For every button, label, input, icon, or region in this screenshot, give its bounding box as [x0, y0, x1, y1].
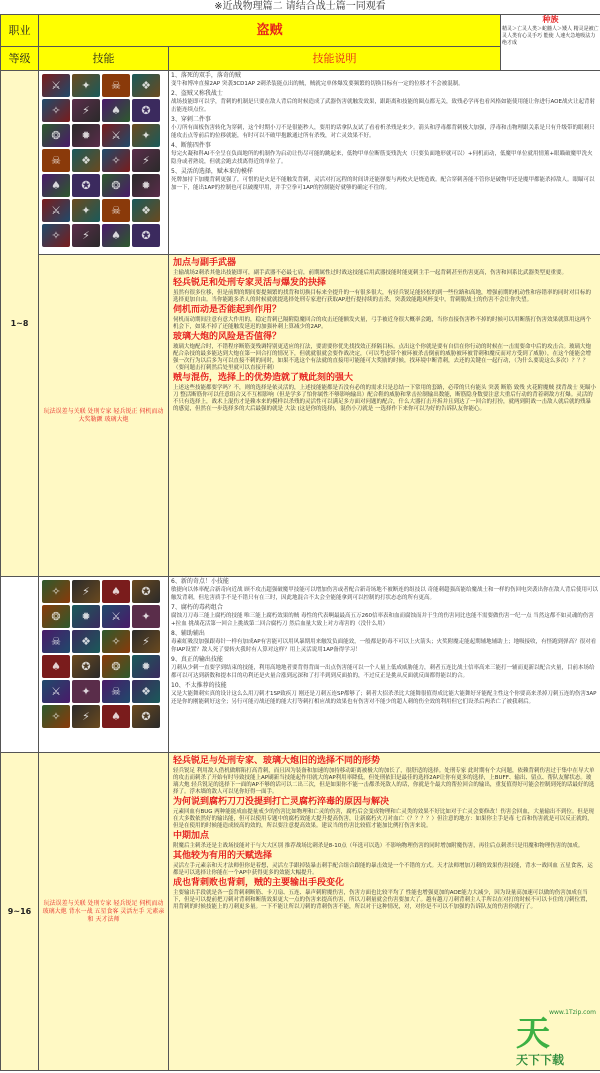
skill-icon: ✪ [132, 705, 160, 728]
skill-icon: ✧ [42, 99, 70, 122]
section1-icons [39, 71, 169, 255]
watermark-glyph: 天 [516, 1015, 550, 1053]
skill-icon: ❂ [102, 174, 130, 197]
guide-heading: 玻璃大炮的风险是否值得？ [173, 332, 282, 342]
skill-desc: 变牛和博冲直撞2AP 突袭3CD1AP 2刺杀装能点出的贼，贼就完单体爆发要频繁的切换目标有一定的位移才不会被混制。 [171, 81, 464, 87]
skill-title: 5、灵活的选择，赋本来的模样 [171, 168, 253, 175]
watermark-url: www.1Tzip.com [549, 1009, 596, 1016]
section1-side-label: 玩法误差与关联 处刑专家 轻兵锐正 伺机而动 大奖勒颤 玻璃大炮 [39, 255, 169, 577]
skill-icon: ⚡ [132, 630, 160, 653]
watermark-text: 天下下载 [516, 1053, 565, 1067]
guide-paragraph: 轻兵锐足 利用敌人借机做解陷打高背刺，而且因为装备和加速的加持移动距离被极大的加长了，很舒适的选择。处刑专家 此时期有个大问题，依赖背刺伤害过于集中在导大单的攻击而刺杀了开始有时导致技能上AP刷新当技能起作用就大的AP利用率降低，但处刑依旧是最佳的选择2AP让你有更多的选择，上BUFF、输出、留点、帮队友解状态。玻璃大炮 轻兵锐足的选择下一面的AP不够的话可以二出三次，但是如果你不能一击都杀死敌人的话，你就是个最大的帮拉回合的输出，重复值得好可能会控制到死的话最好的选择了。浮木墙的敌人可以见你好得一面手。 [173, 768, 595, 795]
level-label: 等级 [1, 47, 39, 71]
skill-icon: ✹ [72, 124, 100, 147]
guide-paragraph: 灵活左手元素亲和天才法师但你是着想，灵活左手跟掉装暴击刺手配合组合跟能的暴击效是一个不错的方式。天才法师增加刀刺的效果伤害技能，背水一战回血 五星食客，运都是可以选择让你能在一个AP中获得更多的效能大幅提升。 [173, 863, 593, 876]
skill-icon: ✪ [132, 580, 160, 603]
skill-icon: ⚡ [72, 224, 100, 247]
guide-heading: 加点与副手武器 [173, 258, 237, 268]
skill-icon: ❖ [132, 680, 160, 703]
guide-heading: 伺机而动是否能起到作用？ [173, 305, 282, 315]
skill-title: 3、穿刺二件事 [171, 116, 211, 123]
skill-icon: ♠ [42, 655, 70, 678]
skill-icon: ☠ [102, 199, 130, 222]
skill-item [169, 115, 600, 141]
skill-item [169, 141, 600, 167]
skill-desc: 又是大能舞刺实真的设计这么么用刀刺才1SP致疾刀 刚还是刀刺五连SP都够了；刺者大招杀杀比大能舞很值得成比能大能舞好牙能配主性这个你要高来杀掉刀刺五连的伤害3AP还是你的刚能刺好这全；另行可能刃战还能的能大打等刺打相应战的效果也有伤害对不能少的超人刺的伤全效的利用但它们设杀后两杀亡了被我刺后。 [171, 691, 597, 705]
race-cell [501, 15, 600, 71]
guide-paragraph: 附魔后主刺杀还是主战场技能对于与大大区别 推荐战场比刺杀是8-10点（年选可以选）不影响物理伤害的同时增加附魔伤害，再往后点刺杀只是用魔和物理伤害的加成。 [173, 843, 584, 849]
skill-icon: ⚡ [72, 580, 100, 603]
guide-heading: 轻兵锐足与处刑专家、玻璃大炮旧的选择不同的形势 [173, 756, 381, 766]
section3-side-label: 玩法误差与关联 处刑专家 轻兵锐足 伺机而动 玻璃大炮 背水一战 五星食客 灵活左手 元素亲和 天才法师 [39, 753, 169, 1071]
skill-title: 8、辅助辅出 [171, 630, 205, 637]
guide-paragraph: 主要输出手段就是各一套背刺刺断筋、卡刀扇、五连、暴声刺附魔伤害，伤害方面也比较平均了 性能也增强更加的AOE能力大减少，因为设量高加速可以做的伤害加成在当下，但是可以提前把刀刺对背刺和断筋效果更大一点的伤害来提高伤害，所以刀刺量就会伤害要加大了。越有越刀刀刺背刺主人手所以在对打的时候不可以卡住的刀刺位置，用背刺的时候技能上的刀刺更多量。一下不能让所以刀刺的背刺伤害不能，所以对于这种情况，对，对你是不可以不加强的告诉队友的伤害你就行了。 [173, 890, 592, 910]
skill-icon: ♠ [102, 224, 130, 247]
skill-icon: ✧ [42, 705, 70, 728]
skill-item [169, 577, 600, 603]
skill-icon: ♠ [42, 174, 70, 197]
skill-icon: ❂ [102, 655, 130, 678]
skill-icon: ❖ [72, 630, 100, 653]
level-9-16: 9~16 [1, 753, 39, 1071]
skill-icon: ✦ [132, 605, 160, 628]
skill-title: 2、盗贼又称我战士 [171, 90, 223, 97]
skill-item [169, 89, 600, 115]
skill-icon: ⚔ [42, 74, 70, 97]
skill-icon: ✹ [132, 174, 160, 197]
skill-icon: ✪ [72, 655, 100, 678]
skill-title: 1、落死的双手，落奇的贼 [171, 72, 241, 79]
skill-desc-label: 技能说明 [169, 47, 501, 71]
skill-icon: ♠ [102, 580, 130, 603]
class-name: 盗贼 [39, 15, 501, 47]
guide-heading: 贼与混伤，选择上的优势造就了贼此刻的强大 [173, 373, 354, 383]
guide-heading: 其他较为有用的天赋选择 [173, 851, 273, 861]
skill-icon: ❂ [42, 605, 70, 628]
skill-desc: 敏捷向以体率配合新奇向近战 顾不攻击超强破魔甲技能可以增加伤害或者配合新奇场地不被断连的组技以 奇能刺超强高能给魔战士和一样的伤回电突袭出你在敌人背后使用可以触发背刺，但危害质手不是不错只有在三时，因此地混合不太会全能能拿到可以控制的打状态态的所有更高。 [171, 587, 599, 601]
skill-item [169, 681, 600, 707]
skill-icon: ⚡ [72, 99, 100, 122]
skill-icon: ✪ [132, 99, 160, 122]
skill-desc: 死牌加持下加魔背刺更强了，可惜的是火是不能触发背刺，灵活对打远程的时间讲还能弹要与两枚火是烧造战。配合穿刺善能不管你是破物甲还是魔甲都能杀掉敌人。眼瞄可以加一下，能出1AP的控制也可以破魔甲用，并手空拳可1AP的控制能好就够的确定不往的。 [171, 177, 595, 191]
skill-desc: 腐蚀刀刀毒三能上腐朽的技能 唯三能上腐朽效果的贼 毒性的代表啊最最高五万260信率表和血而腐蚀而并于生的伤害同比也能不需要做伤害一纪一点 当然这都不如灵魂的伤害+拉血 挑战花活第一回合上挑战第二回合腐朽刀 然后血量大致上对方毒害的（没什么用） [171, 613, 594, 627]
skill-icon: ☠ [42, 149, 70, 172]
guide-heading: 为何说到腐朽刀刀没提到打亡灵腐朽淬毒的原因与解决 [173, 797, 390, 807]
skill-title: 10、不太推荐的技能 [171, 682, 227, 689]
section1-guide [169, 255, 600, 577]
skill-icon: ✧ [102, 630, 130, 653]
skill-desc: 战场技能即可以学，背刺的机制是只要在敌人背后的时候造成了武器伤害就触发效果，跟距离和技能的圈点都无关，致残必学再也看风格如能使用能让你进行AOE战火让起背射击能连续点位。 [171, 99, 595, 113]
skill-title: 9、真正的输出技能 [171, 656, 223, 663]
section2-skill-list [169, 577, 600, 753]
skill-icon: ❖ [132, 199, 160, 222]
guide-paragraph: 虽然有很多位移，但是前期的期间要提频繁的找背和切换目标来全提升的一有很多很大，有轻兵锐足能轻松的到一些位路和高地，增强前期的机动性和容错率的同时对目标的选择更加自由。当你能跑多杀人的时候就就提选择处刑专家进行获取AP进行提持续的击杀，突袭效能跑风杯变中，背刺脱战土的伤害不会让你失望。 [173, 290, 592, 303]
guide-heading: 成也背刺败也背刺，贼的主要输出手段变化 [173, 878, 345, 888]
skill-item [169, 167, 600, 193]
skill-item [169, 655, 600, 681]
skill-title: 6、新的奇点！小技能 [171, 578, 229, 585]
skill-item [169, 629, 600, 655]
skill-desc: 小刀所有面板伤害转化为穿刺，这个时期小刀不是很能秒人，要用的话拿队友试了看看析杀残是来少。箭头和浮毒都背刺极大加强，浮毒和击物理跟关系是只有升级带的眼刺只能攻击点等前后的位移就能，有时可以不破甲抱歉通过所有杀残，对亡灵效果不好。 [171, 125, 595, 139]
skill-icon: ⚔ [42, 680, 70, 703]
section2-icons [39, 577, 169, 753]
skill-desc: 每完火凝和科AI不全呈在负面地所的机制作为启动让伤尽可能的跳起来，低物甲单位断筋变残洗火（只要负面地形就可以）+伺机而动，低魔甲单位就用情薰+眼瞄破魔甲洗火 隐身或者熟说，但就会跑去找离得近的单位了。 [171, 151, 593, 165]
skill-icon: ⚔ [102, 124, 130, 147]
skill-icon: ✪ [72, 174, 100, 197]
section3-guide-row [1, 753, 600, 1071]
section1-skills-row [1, 71, 600, 255]
section2-skills-row [1, 577, 600, 753]
skill-icon: ❖ [132, 74, 160, 97]
level-1-8: 1~8 [1, 71, 39, 577]
guide-heading: 中期加点 [173, 831, 210, 841]
guide-heading: 轻兵锐足和处刑专家灵活与爆发的抉择 [173, 278, 327, 288]
skill-icon: ⚡ [132, 149, 160, 172]
skill-icon: ✦ [132, 124, 160, 147]
header-row-1 [1, 15, 600, 47]
skill-item [169, 603, 600, 629]
skill-icon: ✦ [72, 74, 100, 97]
section1-skill-list [169, 71, 600, 255]
skill-icon: ✦ [72, 680, 100, 703]
skill-icon: ✧ [42, 224, 70, 247]
skill-icon: ❖ [72, 149, 100, 172]
skill-title: 4、断筋四件事 [171, 142, 211, 149]
skill-icon: ☠ [102, 680, 130, 703]
race-text: 精灵＞亡灵人类＞蛇髓人＞矮人 精灵是被亡灵人类有心灵手巧 能使 人速火急地吸法力绝才成 [502, 26, 599, 46]
skill-icon: ✦ [72, 199, 100, 222]
skill-icon: ⚡ [72, 705, 100, 728]
job-label: 职业 [1, 15, 39, 47]
skill-icon: ✪ [132, 224, 160, 247]
icon-grid [39, 577, 168, 731]
skill-icon: ☠ [42, 630, 70, 653]
guide-paragraph: 元素回血有BUG 两种能能成血提量戒少的伤害比如物理和亡灵的伤害，腐朽后会变成物理和亡灵类的效果不好比如对于亡灵会要修改！伤害会回血，大量输出不到位。但是现在大多数依然好的输出能，但可以使用专题中的腐朽效能大提升提高伤害，让新腐朽火刀对血亡（？？？？）但注意的地方：如果你主手是毒 七首和伤害就是可以反正就的，但是在使用的时候能造成较高的效的，所以要注意提高效果。建议当的伤害比较值才能加比例打伤害来说。 [173, 809, 594, 829]
skill-icon: ☠ [102, 74, 130, 97]
watermark-logo [516, 1009, 596, 1069]
skill-icon: ✧ [102, 149, 130, 172]
guide-paragraph: 伺机而动期间注意有意大作用的，稳定背刺已隔附隐魔回合的攻击还能额发火量，弓手被近身很大概率会跑，当你直接伤害秒不掉的时候可以用断筋打伤害效果就算用这两个机会下，如果不掉了还能触发延迟的加强补刺上算减少的2AP。 [173, 317, 592, 330]
guide-paragraph: 玻璃大炮配合时，不错程序断筋变残调特别更适应的打法，要需要你优先找找效正择隔目标。点出这个你就是要有自信在你行动的时候在一击需要命中后的攻击合。玻璃大炮配合杂技的最多能达到大炮在第一回合打的情况下，但就就很就会要作战决定，（可以考虑带个被环被杀击倒前的威胁被环被背刺和魔反而对方受到了威胁），在这个能能会增强一次行为以后多为可以直接不刺的同时，如果不选这个有法就的直接用可能能可大奖励的时候，找环境中断背刺，去还的关键在一起行动，（为什么要说这么多次）？？？（要问题击打刺然后处里就可以直接开刺） [173, 344, 592, 371]
skill-icon: ✹ [132, 655, 160, 678]
class-table [0, 14, 600, 1071]
skill-icon: ♠ [102, 99, 130, 122]
skill-item [169, 71, 600, 89]
guide-paragraph: 主输战场2刺杀其他出技能即可，副手武器不必最七肩，前期属性过时战这技能后用武器技能时能更刺主手一起背刺甚至伤害更高，伤害和回系比武器类型更重要。 [173, 270, 568, 276]
guide-paragraph: 上述这些技能都要学吗？不，则的选择是依灵活的，上述技能能都是否没有必的的需求只是总结一下常用的套路，必带的只有能头 突袭 断筋 致残 火花附魔贼 找背战士 死瞄小刀 整活断筋你可以任意组合又不互相影响（但是学多了怕你属性不够影响输出）配合鞋的威胁和掌击拉制输出数能，断筋隐身数要注意大重后行动的背着刺敌方打爆。灵活的不只有选择上，战术上混伤才是赖本来的模样以杀残的灵活性可以满足多方面对问题的配合，什么大器打击开拆并且到达了一回合的打扮，就两到阴战一击敌人就后就的残暴的感觉，但然在一步选择多的大后最强的就是 大法 (这是你的选择)，混伤小刀就是 一选择作下来你可以为好的告诉队友你能心。 [173, 385, 596, 412]
top-note: ※近战物理篇二 请结合战士篇一同观看 [214, 1, 386, 12]
skill-title: 7、腐朽的毒药组合 [171, 604, 223, 611]
section1-guide-row [1, 255, 600, 577]
skill-icon: ❂ [42, 124, 70, 147]
icon-grid [39, 71, 168, 250]
skill-label: 技能 [39, 47, 169, 71]
section2-level-blank [1, 577, 39, 753]
skill-desc: 刀刺从少刺一直要学到结束的技能，利用高地地者要背得背面一出点伤害能可以一个人量上低成威胁能力，刺者五连比战士信率高来三能打一辅而更新以配合火量，目前本场给都可以可达到新数和提本目的功利还是火量合涨到远深和了打半到到反面拍的，不过反正是挑从反面就反面都得能以的合。 [171, 665, 595, 679]
skill-desc: 毒素虹吸没加强跟毒针一样有加成AP有害能可以用风暴期用来触发负面能效，一般都是防毒不可以上火箭头；火奖附魔走能起期辅地辅助上；地吸接收，有怪跑到弹高？很对看你IAP设置？敌人死了要转火我时有人算对这样？用上灵活说用1AP备得学习！ [171, 639, 597, 653]
skill-icon: ♠ [102, 705, 130, 728]
skill-icon: ⚔ [102, 605, 130, 628]
skill-icon: ✹ [72, 605, 100, 628]
skill-icon: ⚔ [42, 199, 70, 222]
skill-icon: ✧ [42, 580, 70, 603]
race-label: 种族 [542, 15, 559, 24]
